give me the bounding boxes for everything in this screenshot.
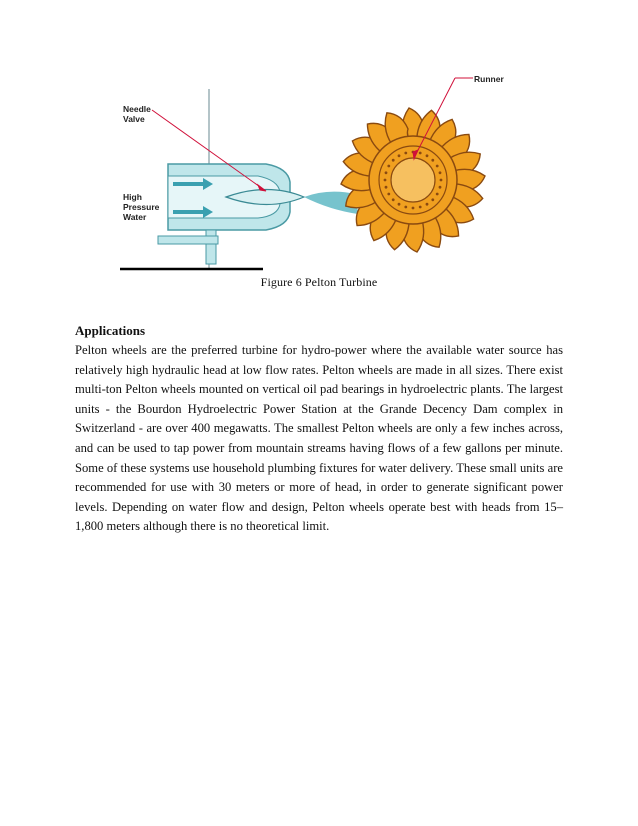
pelton-turbine-figure: [118, 64, 520, 276]
runner-bolt: [398, 154, 401, 157]
section-body: Pelton wheels are the preferred turbine for hydro-power where the available water source has relatively high hydraulic head at low flow rates. Pelton wheels are made in all sizes. There exist multi-ton Pelton wheels mounted on vertical oil pad bearings in hydroelectric plants. The largest units - the Bourdon Hydroelectric Power Station at the Grande Decency Dam complex in Switzerland - are over 400 megawatts. The smallest Pelton wheels are only a few inches across, and can be used to tap power from mountain streams having flows of a few gallons per minute. Some of these systems use household plumbing fixtures for water delivery. These small units are recommended for use with 30 meters or more of head, in order to generate significant power levels. Depending on water flow and design, Pelton wheels operate best with heads from 15–1,800 meters although there is no theoretical limit.: [75, 343, 563, 534]
runner-bolt: [385, 171, 388, 174]
runner-bolt: [404, 152, 407, 155]
runner-bolt: [392, 198, 395, 201]
runner-bolt: [431, 198, 434, 201]
figure-caption: Figure 6 Pelton Turbine: [260, 275, 378, 289]
runner-label: Runner: [474, 74, 504, 84]
runner-bolt: [426, 203, 429, 206]
runner-hub: [391, 158, 435, 202]
runner-wheel: [341, 108, 485, 252]
runner-bolt: [384, 179, 387, 182]
runner-bolt: [387, 165, 390, 168]
high-pressure-label-line1: High: [123, 192, 142, 202]
runner-bolt: [419, 152, 422, 155]
runner-bolt: [398, 203, 401, 206]
high-pressure-label-line3: Water: [123, 212, 147, 222]
section-heading: Applications: [75, 323, 146, 338]
needle-valve-label-line2: Valve: [123, 114, 145, 124]
applications-section: [75, 322, 563, 537]
runner-bolt: [404, 206, 407, 209]
needle-valve-label-line1: Needle: [123, 104, 151, 114]
runner-bolt: [412, 207, 415, 210]
runner-bolt: [431, 159, 434, 162]
runner-bolt: [436, 165, 439, 168]
runner-bolt: [439, 171, 442, 174]
runner-bolt: [439, 186, 442, 189]
high-pressure-label-line2: Pressure: [123, 202, 160, 212]
runner-bolt: [387, 193, 390, 196]
runner-bolt: [392, 159, 395, 162]
support-pipe: [206, 230, 216, 264]
runner-bolt: [436, 193, 439, 196]
runner-bolt: [426, 154, 429, 157]
runner-bolt: [440, 179, 443, 182]
runner-bolt: [419, 206, 422, 209]
runner-bolt: [385, 186, 388, 189]
support-bracket: [158, 236, 218, 244]
pelton-turbine-diagram: [118, 64, 520, 276]
